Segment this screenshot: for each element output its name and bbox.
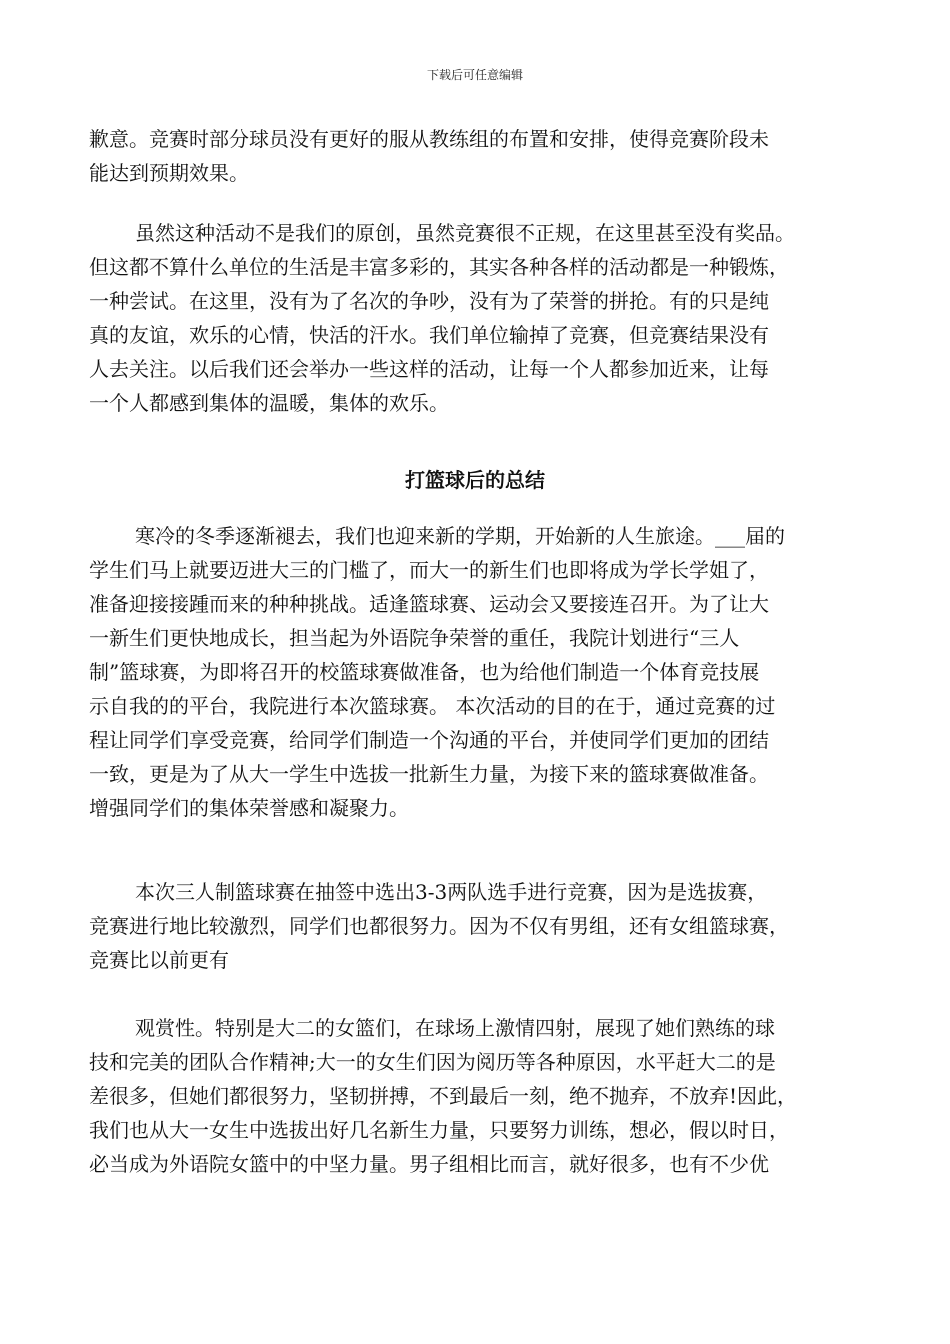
paragraph-1 bbox=[89, 122, 869, 190]
paragraph-line: 示自我的的平台，我院进行本次篮球赛。 本次活动的目的在于，通过竞赛的过 bbox=[89, 694, 776, 718]
paragraph-line: 本次三人制篮球赛在抽签中选出3-3两队选手进行竞赛，因为是选拔赛， bbox=[135, 880, 768, 904]
paragraph-line: 增强同学们的集体荣誉感和凝聚力。 bbox=[89, 796, 409, 820]
paragraph-line: 制”篮球赛，为即将召开的校篮球赛做准备，也为给他们制造一个体育竞技展 bbox=[89, 660, 760, 684]
paragraph-line: 能达到预期效果。 bbox=[89, 161, 249, 185]
paragraph-line: 学生们马上就要迈进大三的门槛了，而大一的新生们也即将成为学长学姐了， bbox=[89, 558, 769, 582]
paragraph-line: 差很多，但她们都很努力，坚韧拼搏，不到最后一刻，绝不抛弃，不放弃!因此， bbox=[89, 1084, 798, 1108]
paragraph-4 bbox=[89, 875, 869, 977]
paragraph-line: 一致，更是为了从大一学生中选拔一批新生力量，为接下来的篮球赛做准备。 bbox=[89, 762, 769, 786]
paragraph-5 bbox=[89, 1011, 869, 1181]
paragraph-line: 竞赛比以前更有 bbox=[89, 948, 229, 972]
paragraph-line: 竞赛进行地比较激烈，同学们也都很努力。因为不仅有男组，还有女组篮球赛， bbox=[89, 914, 789, 938]
paragraph-line: 一个人都感到集体的温暖，集体的欢乐。 bbox=[89, 391, 449, 415]
paragraph-line: 一新生们更快地成长，担当起为外语院争荣誉的重任，我院计划进行“三人 bbox=[89, 626, 740, 650]
paragraph-line: 虽然这种活动不是我们的原创，虽然竞赛很不正规，在这里甚至没有奖品。 bbox=[135, 221, 795, 245]
paragraph-line: 寒冷的冬季逐渐褪去，我们也迎来新的学期，开始新的人生旅途。___届的 bbox=[135, 524, 785, 548]
paragraph-line: 真的友谊，欢乐的心情，快活的汗水。我们单位输掉了竞赛，但竞赛结果没有 bbox=[89, 323, 769, 347]
paragraph-line: 程让同学们享受竞赛，给同学们制造一个沟通的平台，并使同学们更加的团结 bbox=[89, 728, 769, 752]
paragraph-line: 一种尝试。在这里，没有为了名次的争吵，没有为了荣誉的拼抢。有的只是纯 bbox=[89, 289, 769, 313]
paragraph-line: 准备迎接接踵而来的种种挑战。适逢篮球赛、运动会又要接连召开。为了让大 bbox=[89, 592, 769, 616]
paragraph-2 bbox=[89, 216, 869, 420]
paragraph-line: 我们也从大一女生中选拔出好几名新生力量，只要努力训练，想必，假以时日， bbox=[89, 1118, 789, 1142]
paragraph-line: 人去关注。以后我们还会举办一些这样的活动，让每一个人都参加近来，让每 bbox=[89, 357, 769, 381]
paragraph-line: 但这都不算什么单位的生活是丰富多彩的，其实各种各样的活动都是一种锻炼， bbox=[89, 255, 789, 279]
paragraph-line: 技和完美的团队合作精神;大一的女生们因为阅历等各种原因，水平赶大二的是 bbox=[89, 1050, 776, 1074]
header-note: 下载后可任意编辑 bbox=[426, 68, 523, 82]
paragraph-line: 歉意。竞赛时部分球员没有更好的服从教练组的布置和安排，使得竞赛阶段未 bbox=[89, 127, 769, 151]
paragraph-line: 观赏性。特别是大二的女篮们，在球场上激情四射，展现了她们熟练的球 bbox=[135, 1016, 775, 1040]
paragraph-line: 必当成为外语院女篮中的中坚力量。男子组相比而言，就好很多，也有不少优 bbox=[89, 1152, 769, 1176]
section-title: 打篮球后的总结 bbox=[405, 468, 545, 492]
paragraph-3 bbox=[89, 519, 869, 825]
